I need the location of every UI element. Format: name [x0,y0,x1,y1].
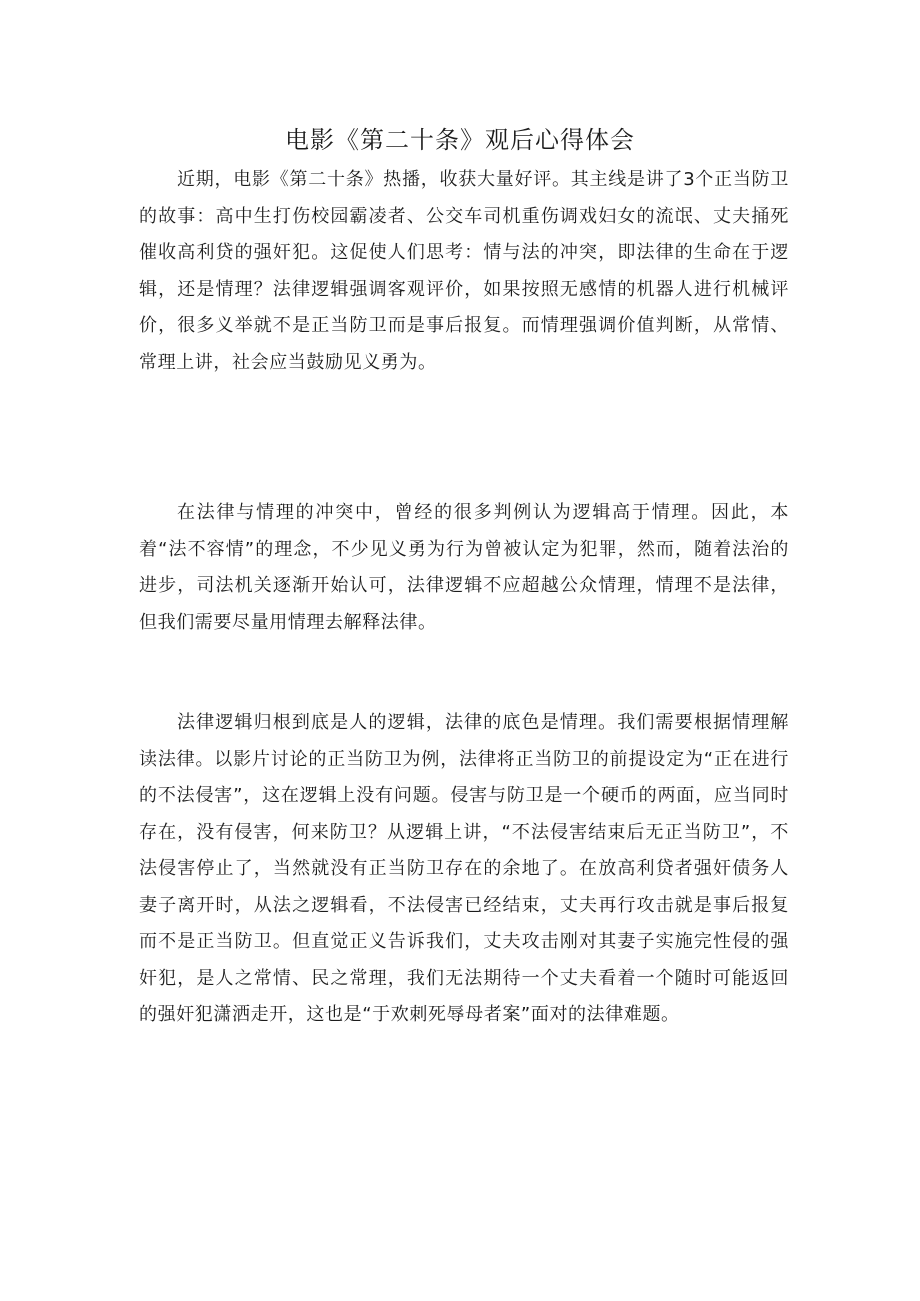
paragraph-1: 近期，电影《第二十条》热播，收获大量好评。其主线是讲了3个正当防卫的故事：高中生打伤校园霸凌者、公交车司机重伤调戏妇女的流氓、丈夫捅死催收高利贷的强奸犯。这促使人们思考：情与法的冲突，即法律的生命在于逻辑，还是情理？法律逻辑强调客观评价，如果按照无感情的机器人进行机械评价，很多义举就不是正当防卫而是事后报复。而情理强调价值判断，从常情、常理上讲，社会应当鼓励见义勇为。 [139,169,789,373]
paragraph-3: 法律逻辑归根到底是人的逻辑，法律的底色是情理。我们需要根据情理解读法律。以影片讨论的正当防卫为例，法律将正当防卫的前提设定为“正在进行的不法侵害”，这在逻辑上没有问题。侵害与防卫是一个硬币的两面，应当同时存在，没有侵害，何来防卫？从逻辑上讲，“不法侵害结束后无正当防卫”，不法侵害停止了，当然就没有正当防卫存在的余地了。在放高利贷者强奸债务人妻子离开时，从法之逻辑看，不法侵害已经结束，丈夫再行攻击就是事后报复而不是正当防卫。但直觉正义告诉我们，丈夫攻击刚对其妻子实施完性侵的强奸犯，是人之常情、民之常理，我们无法期待一个丈夫看着一个随时可能返回的强奸犯潇洒走开，这也是“于欢刺死辱母者案”面对的法律难题。 [139,712,789,1025]
page-title: 电影《第二十条》观后心得体会 [285,126,635,154]
paragraph-2: 在法律与情理的冲突中，曾经的很多判例认为逻辑高于情理。因此，本着“法不容情”的理念，不少见义勇为行为曾被认定为犯罪，然而，随着法治的进步，司法机关逐渐开始认可，法律逻辑不应超越公众情理，情理不是法律，但我们需要尽量用情理去解释法律。 [139,502,789,633]
